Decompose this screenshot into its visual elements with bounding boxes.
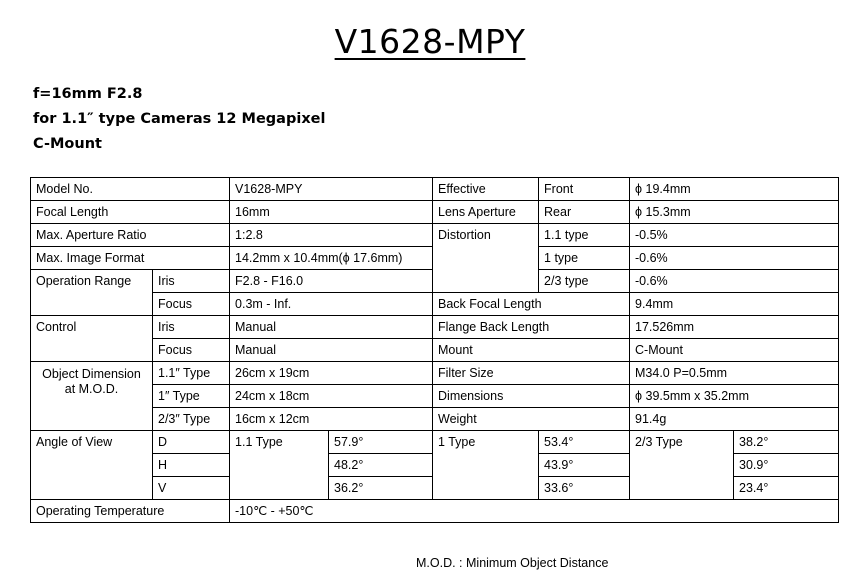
table-row [31, 362, 839, 385]
distortion-1-value: -0.6% [630, 247, 839, 270]
od-1-value: 24cm x 18cm [230, 385, 433, 408]
op-focus-value: 0.3m - Inf. [230, 293, 433, 316]
distortion-label: Distortion [433, 224, 539, 293]
mount-label: Mount [433, 339, 630, 362]
aov-23-d: 38.2° [734, 431, 839, 454]
table-row [31, 178, 839, 201]
od-1-label: 1″ Type [153, 385, 230, 408]
table-row [31, 316, 839, 339]
weight-value: 91.4g [630, 408, 839, 431]
op-iris-label: Iris [153, 270, 230, 293]
aperture-ratio-value: 1:2.8 [230, 224, 433, 247]
aov-1-h: 43.9° [539, 454, 630, 477]
distortion-11-label: 1.1 type [539, 224, 630, 247]
aov-1-v: 33.6° [539, 477, 630, 500]
aov-23-h: 30.9° [734, 454, 839, 477]
angle-of-view-label: Angle of View [31, 431, 153, 500]
operating-temp-label: Operating Temperature [31, 500, 230, 523]
back-focal-label: Back Focal Length [433, 293, 630, 316]
dimensions-label: Dimensions [433, 385, 630, 408]
distortion-23-value: -0.6% [630, 270, 839, 293]
aov-h-label: H [153, 454, 230, 477]
rear-value: ϕ 15.3mm [630, 201, 839, 224]
model-label: Model No. [31, 178, 230, 201]
lens-aperture-label: Lens Aperture [433, 201, 539, 224]
rear-label: Rear [539, 201, 630, 224]
table-row [31, 500, 839, 523]
table-row [31, 224, 839, 247]
model-value: V1628-MPY [230, 178, 433, 201]
table-row [31, 201, 839, 224]
aov-1-type-label: 1 Type [433, 431, 539, 500]
distortion-11-value: -0.5% [630, 224, 839, 247]
aov-d-label: D [153, 431, 230, 454]
page-title: V1628-MPY [334, 22, 526, 61]
subtitle-camera-type: for 1.1″ type Cameras 12 Megapixel [33, 111, 326, 127]
object-dimension-label [31, 362, 153, 431]
aov-23-type-label: 2/3 Type [630, 431, 734, 500]
effective-label: Effective [433, 178, 539, 201]
subtitle-mount: C-Mount [33, 136, 102, 152]
od-11-label: 1.1″ Type [153, 362, 230, 385]
ctl-focus-value: Manual [230, 339, 433, 362]
operation-range-label: Operation Range [31, 270, 153, 316]
distortion-1-label: 1 type [539, 247, 630, 270]
flange-back-value: 17.526mm [630, 316, 839, 339]
spec-table [30, 177, 839, 523]
table-row [31, 293, 839, 316]
aov-11-d: 57.9° [329, 431, 433, 454]
back-focal-value: 9.4mm [630, 293, 839, 316]
weight-label: Weight [433, 408, 630, 431]
front-label: Front [539, 178, 630, 201]
aov-23-v: 23.4° [734, 477, 839, 500]
dimensions-value: ϕ 39.5mm x 35.2mm [630, 385, 839, 408]
aov-11-h: 48.2° [329, 454, 433, 477]
table-row [31, 339, 839, 362]
ctl-focus-label: Focus [153, 339, 230, 362]
op-iris-value: F2.8 - F16.0 [230, 270, 433, 293]
footnote: M.O.D. : Minimum Object Distance [416, 556, 609, 570]
od-11-value: 26cm x 19cm [230, 362, 433, 385]
aov-v-label: V [153, 477, 230, 500]
od-23-label: 2/3″ Type [153, 408, 230, 431]
aov-1-d: 53.4° [539, 431, 630, 454]
ctl-iris-label: Iris [153, 316, 230, 339]
filter-size-value: M34.0 P=0.5mm [630, 362, 839, 385]
image-format-value: 14.2mm x 10.4mm(ϕ 17.6mm) [230, 247, 433, 270]
operating-temp-value: -10℃ - +50℃ [230, 500, 839, 523]
od-23-value: 16cm x 12cm [230, 408, 433, 431]
focal-length-label: Focal Length [31, 201, 230, 224]
table-row [31, 385, 839, 408]
front-value: ϕ 19.4mm [630, 178, 839, 201]
filter-size-label: Filter Size [433, 362, 630, 385]
focal-length-value: 16mm [230, 201, 433, 224]
table-row [31, 408, 839, 431]
aov-11-type-label: 1.1 Type [230, 431, 329, 500]
flange-back-label: Flange Back Length [433, 316, 630, 339]
control-label: Control [31, 316, 153, 362]
ctl-iris-value: Manual [230, 316, 433, 339]
table-row [31, 431, 839, 454]
object-dimension-line2: at M.O.D. [64, 382, 119, 396]
subtitle-focal: f=16mm F2.8 [33, 86, 143, 102]
mount-value: C-Mount [630, 339, 839, 362]
aperture-ratio-label: Max. Aperture Ratio [31, 224, 230, 247]
distortion-23-label: 2/3 type [539, 270, 630, 293]
object-dimension-line1: Object Dimension [42, 367, 141, 381]
op-focus-label: Focus [153, 293, 230, 316]
image-format-label: Max. Image Format [31, 247, 230, 270]
aov-11-v: 36.2° [329, 477, 433, 500]
